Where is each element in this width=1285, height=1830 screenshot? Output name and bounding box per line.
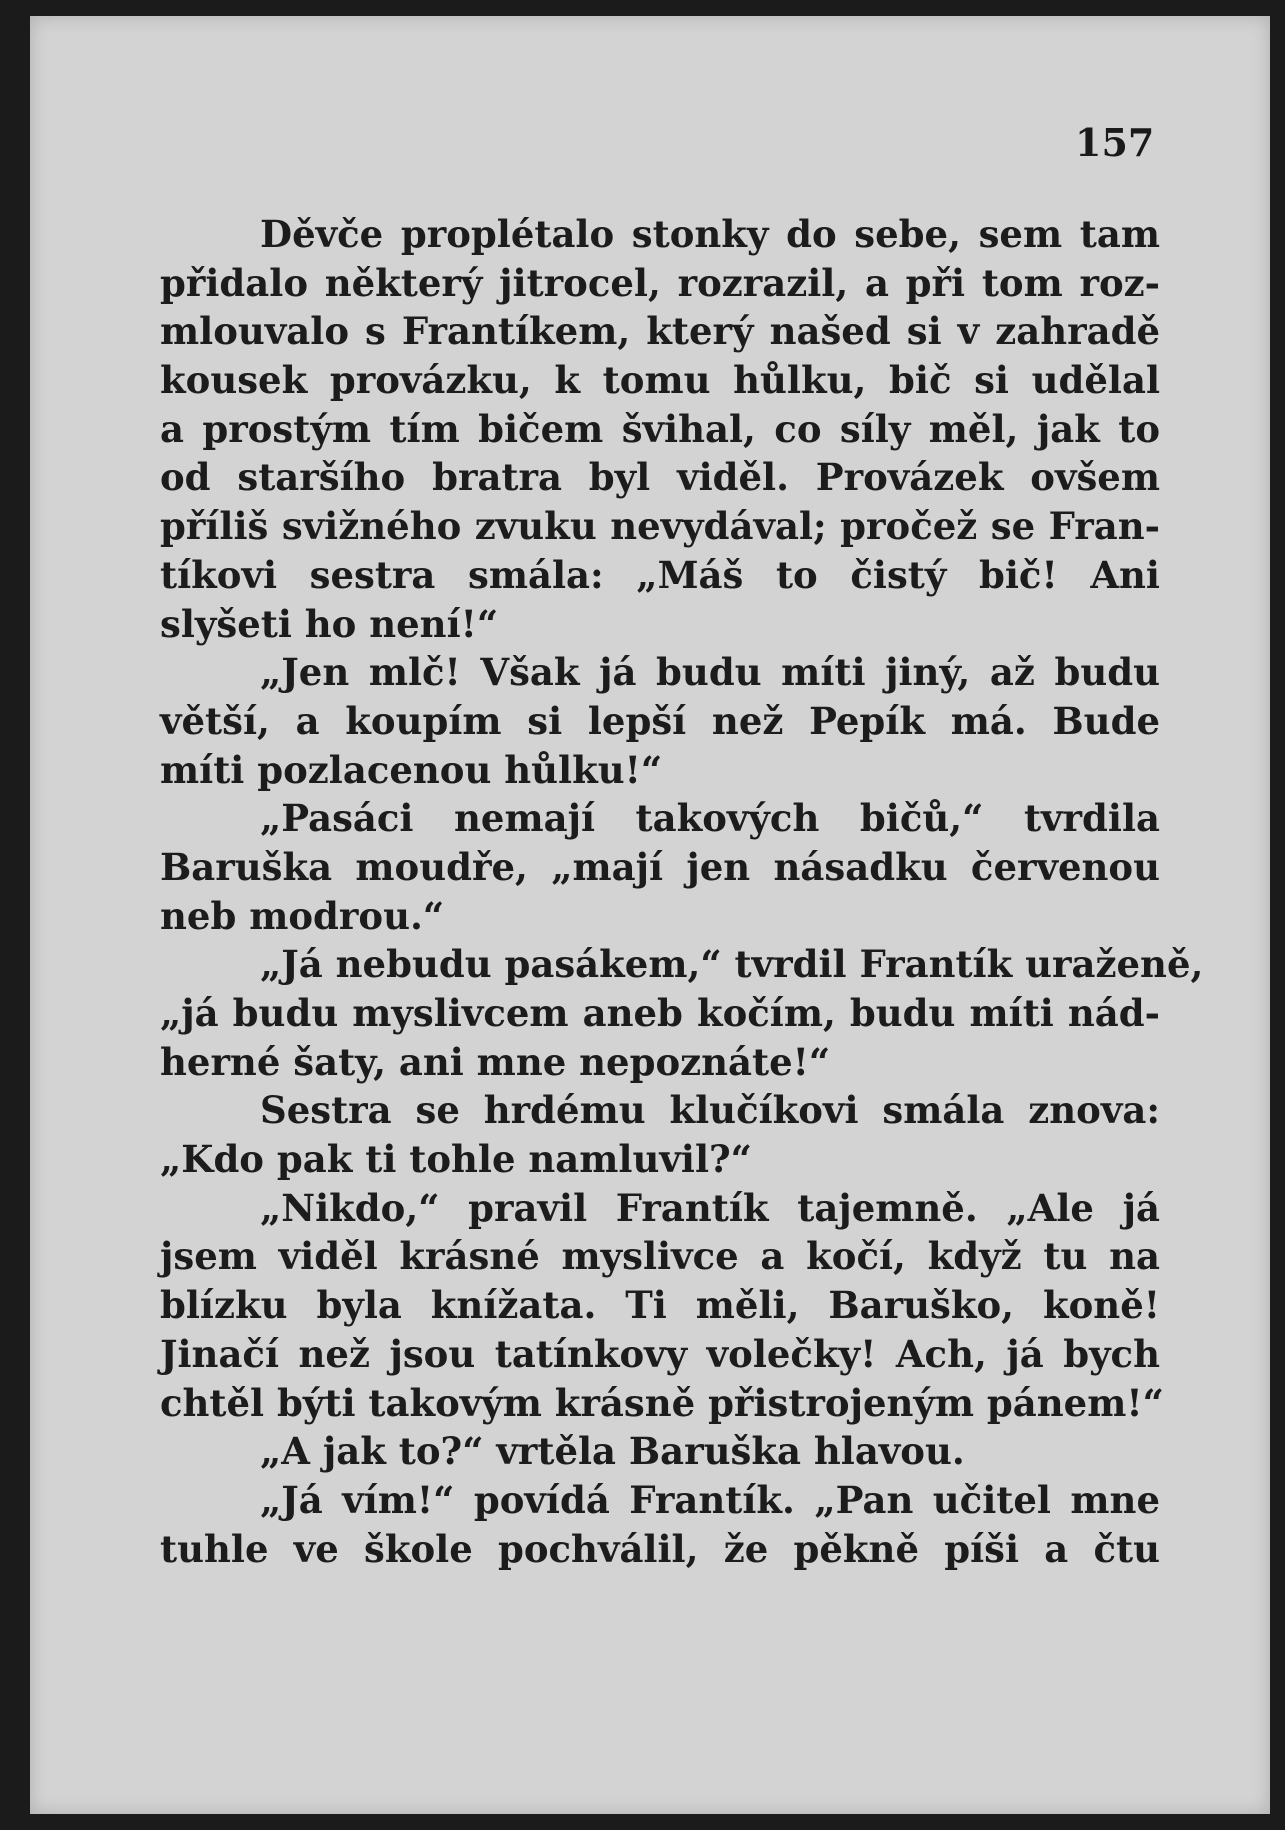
- body-text: [160, 210, 1204, 1573]
- text-line: „Já nebudu pasákem,“ tvrdil Frantík uraženě,: [260, 942, 1204, 987]
- text-line: a prostým tím bičem švihal, co síly měl, jak to: [160, 406, 1160, 451]
- text-line: Sestra se hrdému klučíkovi smála znova:: [260, 1088, 1160, 1133]
- text-line: Jinačí než jsou tatínkovy volečky! Ach, já bych: [160, 1331, 1160, 1376]
- text-line: „Já vím!“ povídá Frantík. „Pan učitel mne: [260, 1477, 1160, 1522]
- text-line: „Jen mlč! Však já budu míti jiný, až budu: [260, 650, 1160, 695]
- text-line: blízku byla knížata. Ti měli, Baruško, koně!: [160, 1283, 1160, 1328]
- text-line: „já budu myslivcem aneb kočím, budu míti nád-: [160, 991, 1160, 1035]
- text-line: slyšeti ho není!“: [160, 601, 499, 646]
- text-line: Baruška moudře, „mají jen násadku červenou: [160, 844, 1160, 889]
- text-line: „Kdo pak ti tohle namluvil?“: [160, 1137, 752, 1182]
- text-line: mlouvalo s Frantíkem, který našed si v zahradě: [160, 309, 1160, 354]
- text-line: míti pozlacenou hůlku!“: [160, 747, 663, 792]
- text-line: „Pasáci nemají takových bičů,“ tvrdila: [260, 796, 1160, 841]
- page-number: 157: [1075, 120, 1155, 165]
- text-line: „A jak to?“ vrtěla Baruška hlavou.: [260, 1429, 965, 1474]
- text-line: neb modrou.“: [160, 893, 445, 938]
- text-line: příliš svižného zvuku nevydával; pročež se Fran-: [160, 504, 1160, 549]
- text-line: přidalo některý jitrocel, rozrazil, a při tom roz-: [160, 260, 1160, 305]
- text-line: herné šaty, ani mne nepoznáte!“: [160, 1039, 831, 1084]
- text-line: kousek provázku, k tomu hůlku, bič si udělal: [160, 358, 1160, 403]
- text-line: chtěl býti takovým krásně přistrojeným pánem!“: [160, 1380, 1164, 1425]
- text-line: od staršího bratra byl viděl. Provázek ovšem: [160, 455, 1160, 500]
- text-line: jsem viděl krásné myslivce a kočí, když tu na: [160, 1234, 1160, 1279]
- book-page: [30, 16, 1270, 1814]
- text-line: tíkovi sestra smála: „Máš to čistý bič! Ani: [160, 552, 1160, 597]
- text-line: větší, a koupím si lepší než Pepík má. Bude: [160, 698, 1160, 743]
- text-line: „Nikdo,“ pravil Frantík tajemně. „Ale já: [260, 1185, 1160, 1230]
- text-line: Děvče proplétalo stonky do sebe, sem tam: [260, 212, 1160, 256]
- text-line: tuhle ve škole pochválil, že pěkně píši a čtu: [160, 1526, 1160, 1571]
